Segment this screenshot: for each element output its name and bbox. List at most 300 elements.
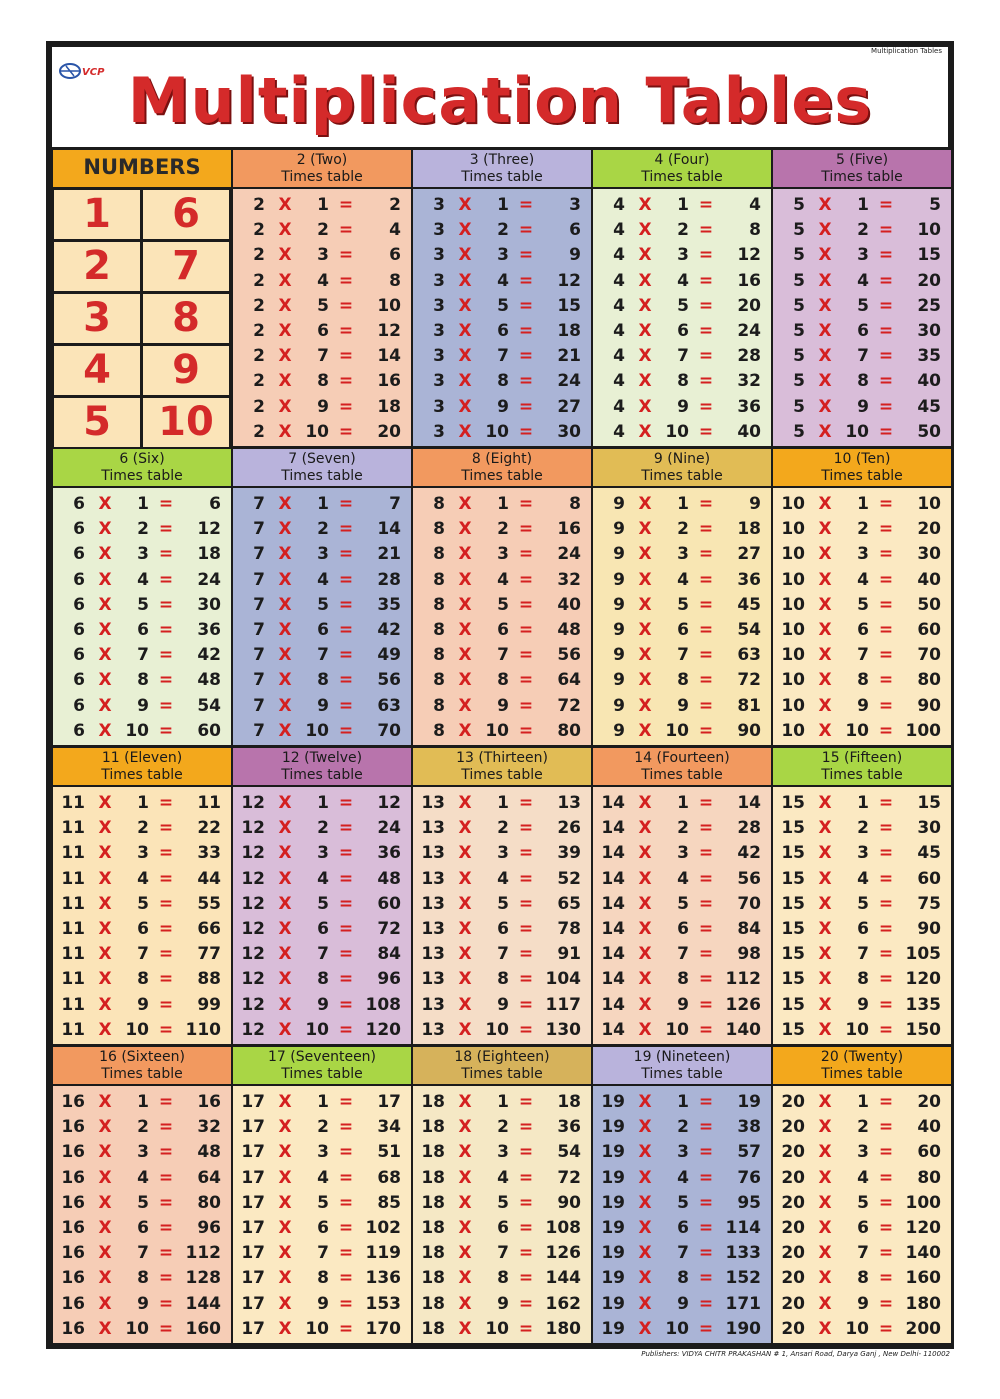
table-row xyxy=(593,492,771,517)
equals-symbol: = xyxy=(518,868,534,889)
multiplicand: 18 xyxy=(421,1318,445,1339)
multiplicand: 8 xyxy=(433,544,445,565)
multiplier: 4 xyxy=(497,270,509,291)
times-symbol: X xyxy=(818,1167,832,1188)
equals-symbol: = xyxy=(878,1142,894,1163)
product: 90 xyxy=(917,919,941,939)
equals-symbol: = xyxy=(518,321,534,341)
product: 70 xyxy=(917,645,941,666)
times-symbol: X xyxy=(458,720,472,741)
times-symbol: X xyxy=(458,1218,472,1238)
equals-symbol: = xyxy=(158,1167,174,1188)
multiplicand: 3 xyxy=(433,245,445,266)
equals-symbol: = xyxy=(338,1268,354,1289)
times-symbol: X xyxy=(818,396,832,417)
times-symbol: X xyxy=(818,944,832,965)
times-symbol: X xyxy=(278,421,292,442)
multiplicand: 15 xyxy=(781,994,805,1015)
multiplicand: 6 xyxy=(73,494,85,514)
multiplicand: 16 xyxy=(61,1268,85,1289)
multiplier: 2 xyxy=(497,220,509,241)
equals-symbol: = xyxy=(878,868,894,889)
product: 98 xyxy=(737,944,761,965)
multiplier: 2 xyxy=(317,519,329,540)
times-table-12 xyxy=(233,748,411,1044)
multiplier: 4 xyxy=(677,569,689,590)
product: 30 xyxy=(557,421,581,442)
multiplier: 5 xyxy=(857,295,869,316)
product: 9 xyxy=(749,494,761,514)
equals-symbol: = xyxy=(698,245,714,266)
equals-symbol: = xyxy=(518,793,534,813)
table-row xyxy=(233,1317,411,1342)
product: 49 xyxy=(377,645,401,666)
table-row xyxy=(593,643,771,668)
table-row xyxy=(593,218,771,243)
product: 8 xyxy=(389,270,401,291)
table-row xyxy=(593,1241,771,1266)
multiplier: 8 xyxy=(137,1268,149,1289)
multiplier: 10 xyxy=(305,1019,329,1040)
product: 6 xyxy=(389,245,401,266)
times-symbol: X xyxy=(278,868,292,889)
multiplicand: 18 xyxy=(421,1268,445,1289)
multiplier: 2 xyxy=(497,1117,509,1138)
table-row xyxy=(773,892,951,917)
product: 12 xyxy=(737,245,761,266)
table-row xyxy=(773,967,951,992)
times-symbol: X xyxy=(278,371,292,392)
table-title: 10 (Ten) xyxy=(833,451,891,467)
product: 45 xyxy=(737,594,761,615)
equals-symbol: = xyxy=(878,519,894,540)
times-symbol: X xyxy=(458,295,472,316)
equals-symbol: = xyxy=(338,720,354,741)
table-header xyxy=(233,449,411,486)
multiplier: 10 xyxy=(125,1019,149,1040)
times-symbol: X xyxy=(458,1142,472,1163)
multiplicand: 20 xyxy=(781,1268,805,1289)
multiplier: 7 xyxy=(857,346,869,367)
multiplier: 5 xyxy=(677,893,689,914)
multiplicand: 16 xyxy=(61,1243,85,1264)
multiplier: 8 xyxy=(317,969,329,990)
table-row xyxy=(773,1317,951,1342)
multiplicand: 16 xyxy=(61,1117,85,1138)
times-symbol: X xyxy=(98,994,112,1015)
product: 38 xyxy=(737,1117,761,1138)
multiplicand: 17 xyxy=(241,1218,265,1238)
times-symbol: X xyxy=(818,1268,832,1289)
times-symbol: X xyxy=(458,868,472,889)
multiplicand: 6 xyxy=(73,670,85,691)
table-row xyxy=(773,218,951,243)
times-symbol: X xyxy=(278,645,292,666)
times-symbol: X xyxy=(278,818,292,839)
multiplicand: 10 xyxy=(781,569,805,590)
product: 88 xyxy=(197,969,221,990)
equals-symbol: = xyxy=(878,270,894,291)
table-subtitle: Times table xyxy=(101,1066,183,1082)
table-row xyxy=(53,942,231,967)
equals-symbol: = xyxy=(338,295,354,316)
multiplier: 10 xyxy=(845,1318,869,1339)
times-symbol: X xyxy=(818,519,832,540)
times-symbol: X xyxy=(818,620,832,640)
table-subtitle: Times table xyxy=(821,767,903,783)
multiplier: 3 xyxy=(137,843,149,864)
equals-symbol: = xyxy=(518,645,534,666)
multiplicand: 18 xyxy=(421,1218,445,1238)
multiplicand: 19 xyxy=(601,1318,625,1339)
product: 35 xyxy=(917,346,941,367)
times-symbol: X xyxy=(458,1019,472,1040)
multiplier: 3 xyxy=(857,843,869,864)
table-body xyxy=(413,189,591,446)
times-symbol: X xyxy=(638,396,652,417)
table-row xyxy=(53,1292,231,1317)
product: 32 xyxy=(737,371,761,392)
multiplier: 1 xyxy=(317,195,329,215)
multiplicand: 5 xyxy=(793,421,805,442)
times-symbol: X xyxy=(98,1293,112,1314)
table-row xyxy=(773,1115,951,1140)
multiplier: 7 xyxy=(857,1243,869,1264)
product: 104 xyxy=(545,969,581,990)
table-row xyxy=(593,719,771,744)
product: 70 xyxy=(737,893,761,914)
times-table-16 xyxy=(53,1047,231,1343)
multiplicand: 10 xyxy=(781,645,805,666)
multiplier: 6 xyxy=(857,321,869,341)
product: 80 xyxy=(917,670,941,691)
multiplicand: 5 xyxy=(793,220,805,241)
equals-symbol: = xyxy=(878,494,894,514)
multiplicand: 16 xyxy=(61,1218,85,1238)
equals-symbol: = xyxy=(338,270,354,291)
product: 108 xyxy=(365,994,401,1015)
multiplier: 8 xyxy=(317,670,329,691)
times-symbol: X xyxy=(638,321,652,341)
product: 133 xyxy=(725,1243,761,1264)
table-row xyxy=(593,867,771,892)
multiplicand: 9 xyxy=(613,670,625,691)
product: 51 xyxy=(377,1142,401,1163)
multiplicand: 9 xyxy=(613,519,625,540)
table-row xyxy=(233,243,411,268)
equals-symbol: = xyxy=(698,843,714,864)
product: 105 xyxy=(905,944,941,965)
table-subtitle: Times table xyxy=(281,767,363,783)
multiplier: 3 xyxy=(137,1142,149,1163)
times-symbol: X xyxy=(278,695,292,716)
numbers-heading: NUMBERS xyxy=(53,150,231,187)
table-title: 6 (Six) xyxy=(119,451,165,467)
multiplier: 9 xyxy=(857,396,869,417)
multiplier: 10 xyxy=(665,720,689,741)
equals-symbol: = xyxy=(158,969,174,990)
equals-symbol: = xyxy=(158,519,174,540)
times-symbol: X xyxy=(458,396,472,417)
product: 130 xyxy=(545,1019,581,1040)
product: 30 xyxy=(917,544,941,565)
number-tile: 2 xyxy=(54,242,140,291)
equals-symbol: = xyxy=(698,944,714,965)
table-row xyxy=(773,593,951,618)
product: 81 xyxy=(737,695,761,716)
times-symbol: X xyxy=(818,843,832,864)
times-symbol: X xyxy=(458,519,472,540)
times-symbol: X xyxy=(818,720,832,741)
times-symbol: X xyxy=(458,620,472,640)
multiplicand: 3 xyxy=(433,195,445,215)
product: 30 xyxy=(917,321,941,341)
times-symbol: X xyxy=(458,245,472,266)
table-row xyxy=(593,967,771,992)
multiplier: 2 xyxy=(857,818,869,839)
product: 90 xyxy=(737,720,761,741)
multiplicand: 6 xyxy=(73,594,85,615)
multiplier: 3 xyxy=(677,245,689,266)
multiplier: 8 xyxy=(137,670,149,691)
table-subtitle: Times table xyxy=(281,169,363,185)
equals-symbol: = xyxy=(698,695,714,716)
table-row xyxy=(233,841,411,866)
times-symbol: X xyxy=(278,346,292,367)
multiplicand: 2 xyxy=(253,295,265,316)
times-symbol: X xyxy=(278,1167,292,1188)
table-row xyxy=(233,942,411,967)
multiplier: 6 xyxy=(497,919,509,939)
times-symbol: X xyxy=(278,295,292,316)
table-row xyxy=(773,993,951,1018)
table-header xyxy=(593,748,771,785)
times-symbol: X xyxy=(818,695,832,716)
times-symbol: X xyxy=(278,569,292,590)
table-header xyxy=(773,150,951,187)
table-body xyxy=(773,189,951,446)
times-symbol: X xyxy=(638,720,652,741)
table-title: 17 (Seventeen) xyxy=(267,1049,377,1065)
product: 20 xyxy=(377,421,401,442)
product: 85 xyxy=(377,1192,401,1213)
multiplicand: 13 xyxy=(421,868,445,889)
table-body xyxy=(53,787,231,1044)
multiplier: 1 xyxy=(317,1092,329,1112)
product: 63 xyxy=(737,645,761,666)
table-row xyxy=(593,993,771,1018)
multiplier: 10 xyxy=(665,1019,689,1040)
multiplicand: 8 xyxy=(433,720,445,741)
multiplicand: 18 xyxy=(421,1117,445,1138)
product: 117 xyxy=(545,994,581,1015)
multiplier: 1 xyxy=(857,195,869,215)
multiplier: 4 xyxy=(677,868,689,889)
multiplicand: 8 xyxy=(433,494,445,514)
equals-symbol: = xyxy=(338,220,354,241)
times-symbol: X xyxy=(278,1092,292,1112)
product: 27 xyxy=(737,544,761,565)
logo-text: VCP xyxy=(82,67,105,78)
equals-symbol: = xyxy=(698,544,714,565)
equals-symbol: = xyxy=(878,321,894,341)
multiplier: 9 xyxy=(317,994,329,1015)
times-symbol: X xyxy=(98,1092,112,1112)
table-row xyxy=(593,816,771,841)
equals-symbol: = xyxy=(878,893,894,914)
multiplier: 1 xyxy=(137,1092,149,1112)
equals-symbol: = xyxy=(518,346,534,367)
table-body xyxy=(233,787,411,1044)
equals-symbol: = xyxy=(698,620,714,640)
table-row xyxy=(233,1266,411,1291)
equals-symbol: = xyxy=(518,670,534,691)
table-row xyxy=(53,1241,231,1266)
times-symbol: X xyxy=(638,295,652,316)
times-symbol: X xyxy=(278,1293,292,1314)
equals-symbol: = xyxy=(698,371,714,392)
table-header xyxy=(593,449,771,486)
table-row xyxy=(593,942,771,967)
product: 16 xyxy=(557,519,581,540)
equals-symbol: = xyxy=(158,695,174,716)
table-header xyxy=(53,748,231,785)
table-row xyxy=(413,816,591,841)
product: 11 xyxy=(197,793,221,813)
table-row xyxy=(593,542,771,567)
multiplicand: 2 xyxy=(253,270,265,291)
table-row xyxy=(413,193,591,218)
product: 30 xyxy=(197,594,221,615)
table-row xyxy=(593,791,771,816)
equals-symbol: = xyxy=(878,594,894,615)
multiplicand: 16 xyxy=(61,1167,85,1188)
table-row xyxy=(233,420,411,445)
table-row xyxy=(593,1216,771,1241)
multiplicand: 11 xyxy=(61,969,85,990)
table-row xyxy=(233,542,411,567)
multiplicand: 16 xyxy=(61,1318,85,1339)
multiplicand: 9 xyxy=(613,494,625,514)
table-subtitle: Times table xyxy=(641,1066,723,1082)
equals-symbol: = xyxy=(338,695,354,716)
product: 190 xyxy=(725,1318,761,1339)
multiplier: 9 xyxy=(137,994,149,1015)
multiplicand: 14 xyxy=(601,994,625,1015)
times-symbol: X xyxy=(278,843,292,864)
product: 68 xyxy=(377,1167,401,1188)
table-row xyxy=(773,542,951,567)
times-symbol: X xyxy=(818,1243,832,1264)
multiplier: 6 xyxy=(317,919,329,939)
table-row xyxy=(413,942,591,967)
multiplicand: 9 xyxy=(613,645,625,666)
multiplicand: 14 xyxy=(601,893,625,914)
times-symbol: X xyxy=(278,321,292,341)
table-row xyxy=(233,218,411,243)
times-symbol: X xyxy=(98,720,112,741)
table-row xyxy=(593,668,771,693)
table-row xyxy=(53,1140,231,1165)
multiplicand: 4 xyxy=(613,346,625,367)
times-symbol: X xyxy=(638,893,652,914)
times-symbol: X xyxy=(818,919,832,939)
table-body xyxy=(233,488,411,745)
times-symbol: X xyxy=(278,720,292,741)
product: 32 xyxy=(197,1117,221,1138)
table-row xyxy=(773,420,951,445)
times-symbol: X xyxy=(98,1167,112,1188)
product: 78 xyxy=(557,919,581,939)
table-header xyxy=(773,1047,951,1084)
times-symbol: X xyxy=(818,245,832,266)
equals-symbol: = xyxy=(518,843,534,864)
table-body xyxy=(593,189,771,446)
multiplicand: 7 xyxy=(253,620,265,640)
multiplicand: 7 xyxy=(253,569,265,590)
multiplier: 9 xyxy=(317,1293,329,1314)
multiplicand: 11 xyxy=(61,793,85,813)
table-body xyxy=(413,488,591,745)
table-row xyxy=(233,917,411,942)
times-symbol: X xyxy=(98,695,112,716)
table-row xyxy=(413,1140,591,1165)
equals-symbol: = xyxy=(338,195,354,215)
table-row xyxy=(773,867,951,892)
times-symbol: X xyxy=(98,1019,112,1040)
multiplicand: 11 xyxy=(61,944,85,965)
equals-symbol: = xyxy=(698,793,714,813)
times-symbol: X xyxy=(638,195,652,215)
equals-symbol: = xyxy=(338,1117,354,1138)
equals-symbol: = xyxy=(698,1019,714,1040)
product: 12 xyxy=(377,321,401,341)
multiplier: 4 xyxy=(317,868,329,889)
table-row xyxy=(773,942,951,967)
equals-symbol: = xyxy=(338,421,354,442)
number-tile: 1 xyxy=(54,190,140,239)
times-table-4 xyxy=(593,150,771,446)
times-symbol: X xyxy=(818,893,832,914)
multiplier: 10 xyxy=(305,421,329,442)
times-symbol: X xyxy=(278,220,292,241)
equals-symbol: = xyxy=(698,720,714,741)
equals-symbol: = xyxy=(338,620,354,640)
product: 5 xyxy=(929,195,941,215)
equals-symbol: = xyxy=(698,868,714,889)
times-symbol: X xyxy=(818,1293,832,1314)
product: 12 xyxy=(557,270,581,291)
times-symbol: X xyxy=(818,346,832,367)
times-symbol: X xyxy=(818,818,832,839)
equals-symbol: = xyxy=(518,1293,534,1314)
product: 20 xyxy=(737,295,761,316)
times-symbol: X xyxy=(458,893,472,914)
times-symbol: X xyxy=(638,1293,652,1314)
publisher-footer: Publishers: VIDYA CHITR PRAKASHAN # 1, Ansari Road, Darya Ganj , New Delhi- 110002 xyxy=(641,1350,950,1358)
multiplicand: 19 xyxy=(601,1142,625,1163)
multiplier: 5 xyxy=(677,295,689,316)
equals-symbol: = xyxy=(158,793,174,813)
multiplier: 8 xyxy=(497,670,509,691)
multiplicand: 4 xyxy=(613,396,625,417)
equals-symbol: = xyxy=(518,1167,534,1188)
table-row xyxy=(773,791,951,816)
multiplicand: 3 xyxy=(433,321,445,341)
times-symbol: X xyxy=(818,594,832,615)
table-row xyxy=(233,892,411,917)
times-symbol: X xyxy=(98,1142,112,1163)
